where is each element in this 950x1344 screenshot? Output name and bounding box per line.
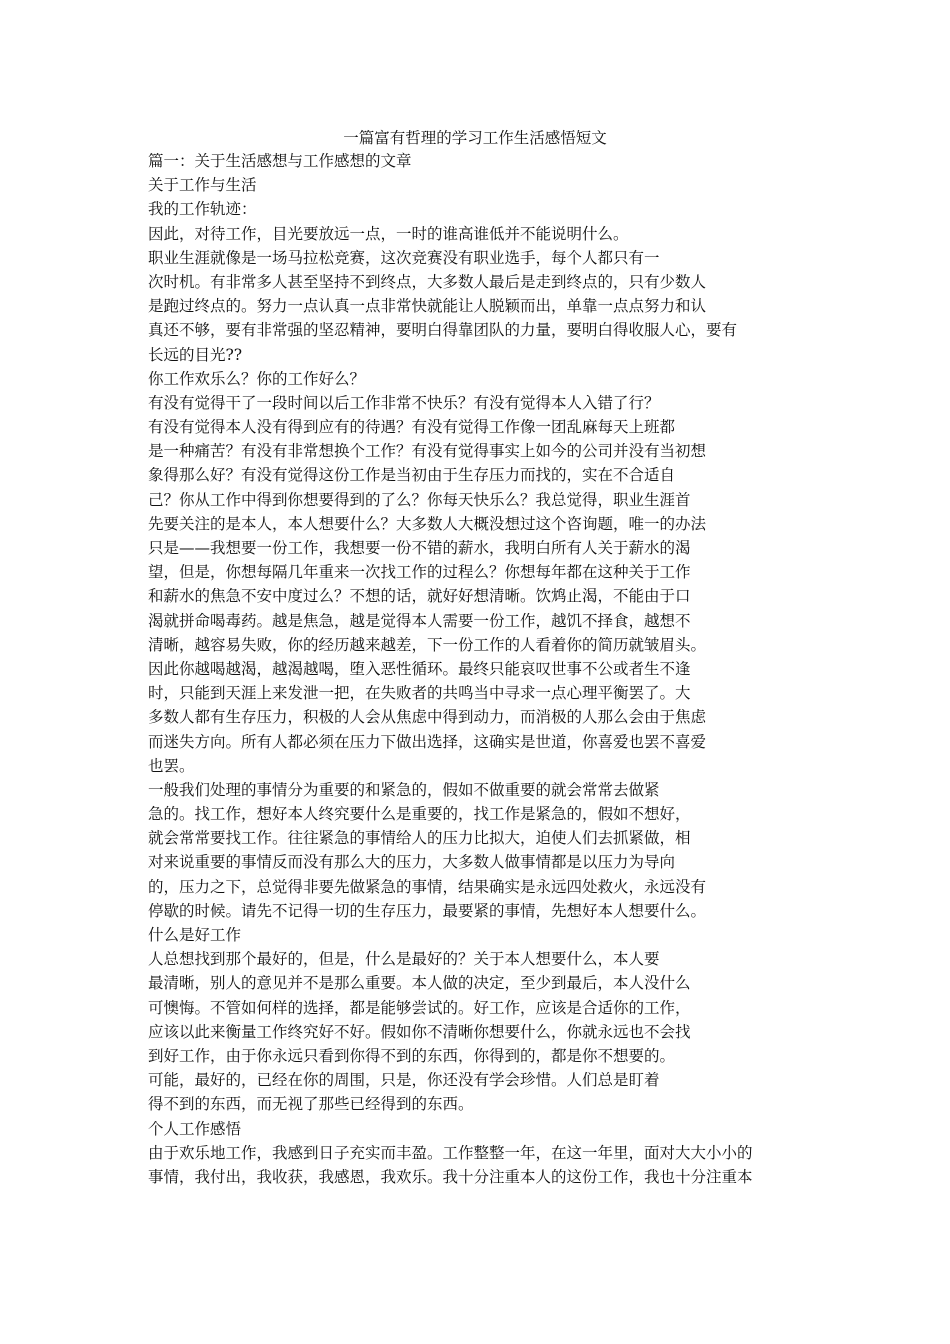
text-line: 得不到的东西，而无视了那些已经得到的东西。: [148, 1095, 474, 1114]
text-line: 就会常常要找工作。往往紧急的事情给人的压力比拟大，迫使人们去抓紧做，相: [148, 829, 691, 848]
text-line: 多数人都有生存压力，积极的人会从焦虑中得到动力，而消极的人那么会由于焦虑: [148, 708, 707, 727]
text-line: 急的。找工作，想好本人终究要什么是重要的，找工作是紧急的，假如不想好，: [148, 805, 691, 824]
document-body: [148, 149, 818, 1189]
text-line: 因此你越喝越渴，越渴越喝，堕入恶性循环。最终只能哀叹世事不公或者生不逢: [148, 659, 691, 678]
text-line: 应该以此来衡量工作终究好不好。假如你不清晰你想要什么，你就永远也不会找: [148, 1022, 691, 1041]
text-line: 时，只能到天涯上来发泄一把，在失败者的共鸣当中寻求一点心理平衡罢了。大: [148, 684, 691, 703]
text-line: 象得那么好？有没有觉得这份工作是当初由于生存压力而找的，实在不合适自: [148, 466, 676, 485]
text-line: 个人工作感悟: [148, 1119, 242, 1138]
text-line: 因此，对待工作，目光要放远一点，一时的谁高谁低并不能说明什么。: [148, 224, 629, 243]
text-line: 是一种痛苦？有没有非常想换个工作？有没有觉得事实上如今的公司并没有当初想: [148, 442, 707, 461]
text-line: 事情，我付出，我收获，我感恩，我欢乐。我十分注重本人的这份工作，我也十分注重本: [148, 1167, 753, 1186]
text-line: 我的工作轨迹：: [148, 200, 257, 219]
text-line: 和薪水的焦急不安中度过么？不想的话，就好好想清晰。饮鸩止渴，不能由于口: [148, 587, 691, 606]
text-line: 的，压力之下，总觉得非要先做紧急的事情，结果确实是永远四处救火，永远没有: [148, 877, 707, 896]
text-line: 你工作欢乐么？你的工作好么？: [148, 369, 366, 388]
document-title: 一篇富有哲理的学习工作生活感悟短文: [343, 129, 607, 147]
text-line: 己？你从工作中得到你想要得到的了么？你每天快乐么？我总觉得，职业生涯首: [148, 490, 691, 509]
text-line: 篇一：关于生活感想与工作感想的文章: [148, 152, 412, 170]
text-line: 到好工作，由于你永远只看到你得不到的东西，你得到的，都是你不想要的。: [148, 1046, 676, 1065]
text-line: 什么是好工作: [148, 926, 242, 944]
text-line: 而迷失方向。所有人都必须在压力下做出选择，这确实是世道，你喜爱也罢不喜爱: [148, 732, 707, 751]
text-line: 对来说重要的事情反而没有那么大的压力，大多数人做事情都是以压力为导向: [148, 853, 676, 872]
text-line: 一般我们处理的事情分为重要的和紧急的，假如不做重要的就会常常去做紧: [148, 780, 660, 799]
text-line: 停歇的时候。请先不记得一切的生存压力，最要紧的事情，先想好本人想要什么。: [148, 901, 707, 920]
text-line: 渴就拼命喝毒药。越是焦急，越是觉得本人需要一份工作，越饥不择食，越想不: [148, 611, 691, 630]
text-line: 可能，最好的，已经在你的周围，只是，你还没有学会珍惜。人们总是盯着: [148, 1071, 660, 1090]
text-line: 清晰，越容易失败，你的经历越来越差，下一份工作的人看着你的简历就皱眉头。: [148, 635, 707, 654]
text-line: 长远的目光??: [148, 345, 243, 364]
text-line: 有没有觉得干了一段时间以后工作非常不快乐？有没有觉得本人入错了行？: [148, 393, 660, 412]
text-line: 有没有觉得本人没有得到应有的待遇？有没有觉得工作像一团乱麻每天上班都: [148, 418, 676, 437]
text-line: 可懊悔。不管如何样的选择，都是能够尝试的。好工作，应该是合适你的工作，: [148, 998, 691, 1017]
text-line: 先要关注的是本人，本人想要什么？大多数人大概没想过这个咨询题，唯一的办法: [148, 514, 707, 533]
text-line: 关于工作与生活: [148, 176, 257, 195]
text-line: 是跑过终点的。努力一点认真一点非常快就能让人脱颖而出，单靠一点点努力和认: [148, 297, 707, 316]
text-line: 望，但是，你想每隔几年重来一次找工作的过程么？你想每年都在这种关于工作: [148, 563, 691, 582]
text-line: 只是——我想要一份工作，我想要一份不错的薪水，我明白所有人关于薪水的渴: [148, 539, 691, 557]
text-line: 也罢。: [148, 756, 195, 775]
text-line: 人总想找到那个最好的，但是，什么是最好的？关于本人想要什么，本人要: [148, 950, 660, 969]
text-line: 最清晰，别人的意见并不是那么重要。本人做的决定，至少到最后，本人没什么: [148, 974, 691, 993]
text-line: 由于欢乐地工作，我感到日子充实而丰盈。工作整整一年，在这一年里，面对大大小小的: [148, 1143, 753, 1162]
text-line: 次时机。有非常多人甚至坚持不到终点，大多数人最后是走到终点的，只有少数人: [148, 272, 707, 291]
text-line: 职业生涯就像是一场马拉松竞赛，这次竞赛没有职业选手，每个人都只有一: [148, 248, 660, 267]
text-line: 真还不够，要有非常强的坚忍精神，要明白得靠团队的力量，要明白得收服人心，要有: [148, 321, 738, 340]
